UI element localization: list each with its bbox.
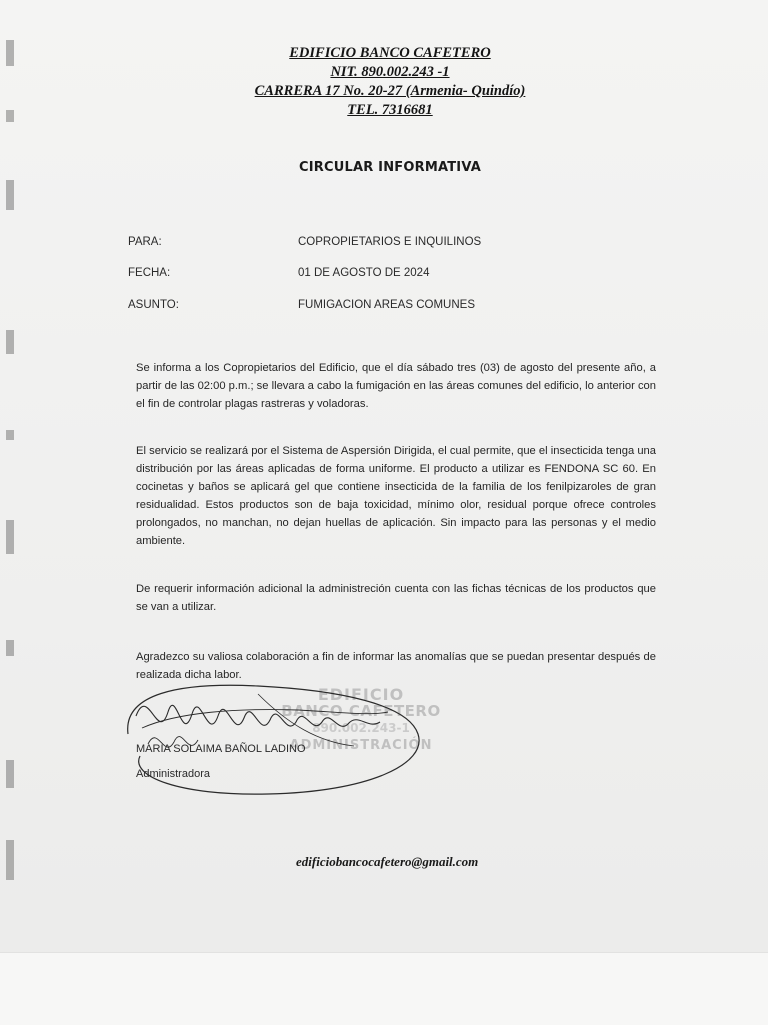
scan-edge-marks xyxy=(0,0,30,960)
signatory-name: MARIA SOLAIMA BAÑOL LADINO xyxy=(136,743,306,755)
stamp-line-3: 890.002.243-1 xyxy=(312,721,410,735)
company-address: CARRERA 17 No. 20-27 (Armenia- Quindío) xyxy=(254,83,526,99)
meta-value-asunto: FUMIGACION AREAS COMUNES xyxy=(298,299,475,311)
meta-value-para: COPROPIETARIOS E INQUILINOS xyxy=(298,236,482,248)
company-phone: TEL. 7316681 xyxy=(347,102,433,118)
signatory-role: Administradora xyxy=(136,768,210,780)
meta-label-fecha: FECHA: xyxy=(128,267,171,279)
paragraph-additional-info: De requerir información adicional la administreción cuenta con las fichas técnicas de los productos que se van a utilizar. xyxy=(136,583,656,613)
document-title: CIRCULAR INFORMATIVA xyxy=(299,160,481,175)
paragraph-service: El servicio se realizará por el Sistema de Aspersión Dirigida, el cual permite, que el insecticida tenga una distribución por las áreas aplicadas de forma uniforme. El producto a utilizar es FENDONA SC 60. En cocinetas y baños se aplicará gel que contiene insecticida de la familia de los fenilpizaroles de gran residualidad. Estos productos son de baja toxicidad, mínimo olor, residual porque ofrece controles prolongados, no manchan, no dejan huellas de aplicación. Sin impacto para las personas y el medio ambiente. xyxy=(136,445,656,547)
letterhead xyxy=(240,44,540,120)
paragraph-announcement: Se informa a los Copropietarios del Edificio, que el día sábado tres (03) de agosto del presente año, a partir de las 02:00 p.m.; se llevara a cabo la fumigación en las áreas comunes del edificio, lo anterior con el fin de controlar plagas rastreras y voladoras. xyxy=(136,362,656,410)
company-nit: NIT. 890.002.243 -1 xyxy=(330,64,450,80)
meta-value-fecha: 01 DE AGOSTO DE 2024 xyxy=(298,267,430,279)
meta-label-para: PARA: xyxy=(128,236,162,248)
handwritten-signature xyxy=(118,664,438,804)
company-name: EDIFICIO BANCO CAFETERO xyxy=(289,45,491,61)
contact-email: edificiobancocafetero@gmail.com xyxy=(296,854,479,869)
paragraph-thanks: Agradezco su valiosa colaboración a fin de informar las anomalías que se puedan presentar después de realizada dicha labor. xyxy=(136,651,656,681)
stamp-line-1: EDIFICIO xyxy=(317,685,405,704)
meta-label-asunto: ASUNTO: xyxy=(128,299,179,311)
stamp-line-4: ADMINISTRACIÓN xyxy=(289,738,433,753)
stamp-line-2: BANCO CAFETERO xyxy=(281,702,441,720)
